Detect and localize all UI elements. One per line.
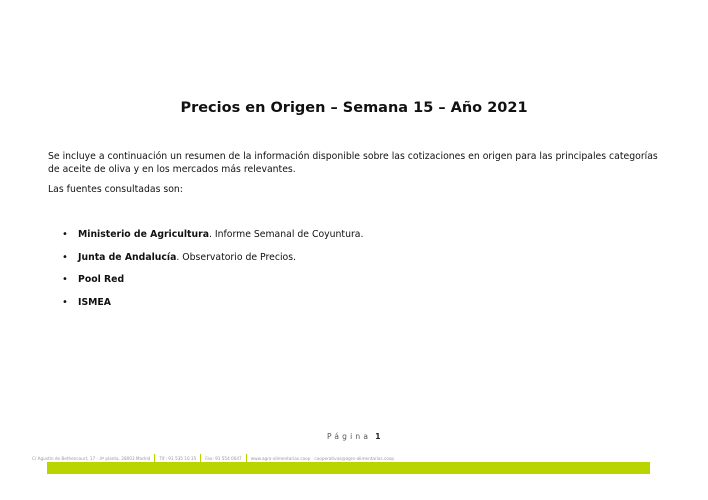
bullet-icon: •	[62, 274, 68, 285]
bullet-icon: •	[62, 296, 68, 308]
bullet-icon: •	[62, 251, 68, 263]
source-name: ISMEA	[78, 296, 111, 308]
sources-list	[62, 228, 363, 318]
footer-website[interactable]: www.agro-alimentarias.coop	[250, 456, 311, 461]
bullet-icon: •	[62, 229, 68, 240]
source-name: Ministerio de Agricultura	[78, 229, 209, 240]
footer-address: C/ Agustín de Bethencourt, 17 - 4ª planta. 28003 Madrid	[32, 456, 151, 461]
footer-phone: Tlf.: 91 535 10 35	[159, 456, 197, 461]
page-label: Página	[327, 432, 372, 441]
sources-label: Las fuentes consultadas son:	[48, 184, 183, 195]
source-detail: . Observatorio de Precios.	[176, 251, 297, 263]
footer-fax: Fax: 91 554 0047	[205, 456, 242, 461]
page-number	[327, 432, 380, 441]
source-item-ministerio	[62, 228, 363, 251]
footer-color-bar	[47, 462, 650, 474]
source-item-pool-red	[62, 273, 363, 296]
intro-paragraph: Se incluye a continuación un resumen de la información disponible sobre las cotizaciones en origen para las principales categorías de aceite de oliva y en los mercados más relevantes.	[48, 151, 658, 175]
source-detail: . Informe Semanal de Coyuntura.	[208, 229, 364, 240]
source-item-junta	[62, 251, 363, 274]
source-name: Pool Red	[78, 274, 125, 285]
page-number-value: 1	[375, 432, 381, 441]
source-item-ismea	[62, 296, 363, 319]
source-name: Junta de Andalucía	[78, 251, 177, 263]
footer-email[interactable]: cooperativas@agro-alimentarias.coop	[314, 456, 395, 461]
page-title: Precios en Origen – Semana 15 – Año 2021	[180, 100, 528, 116]
